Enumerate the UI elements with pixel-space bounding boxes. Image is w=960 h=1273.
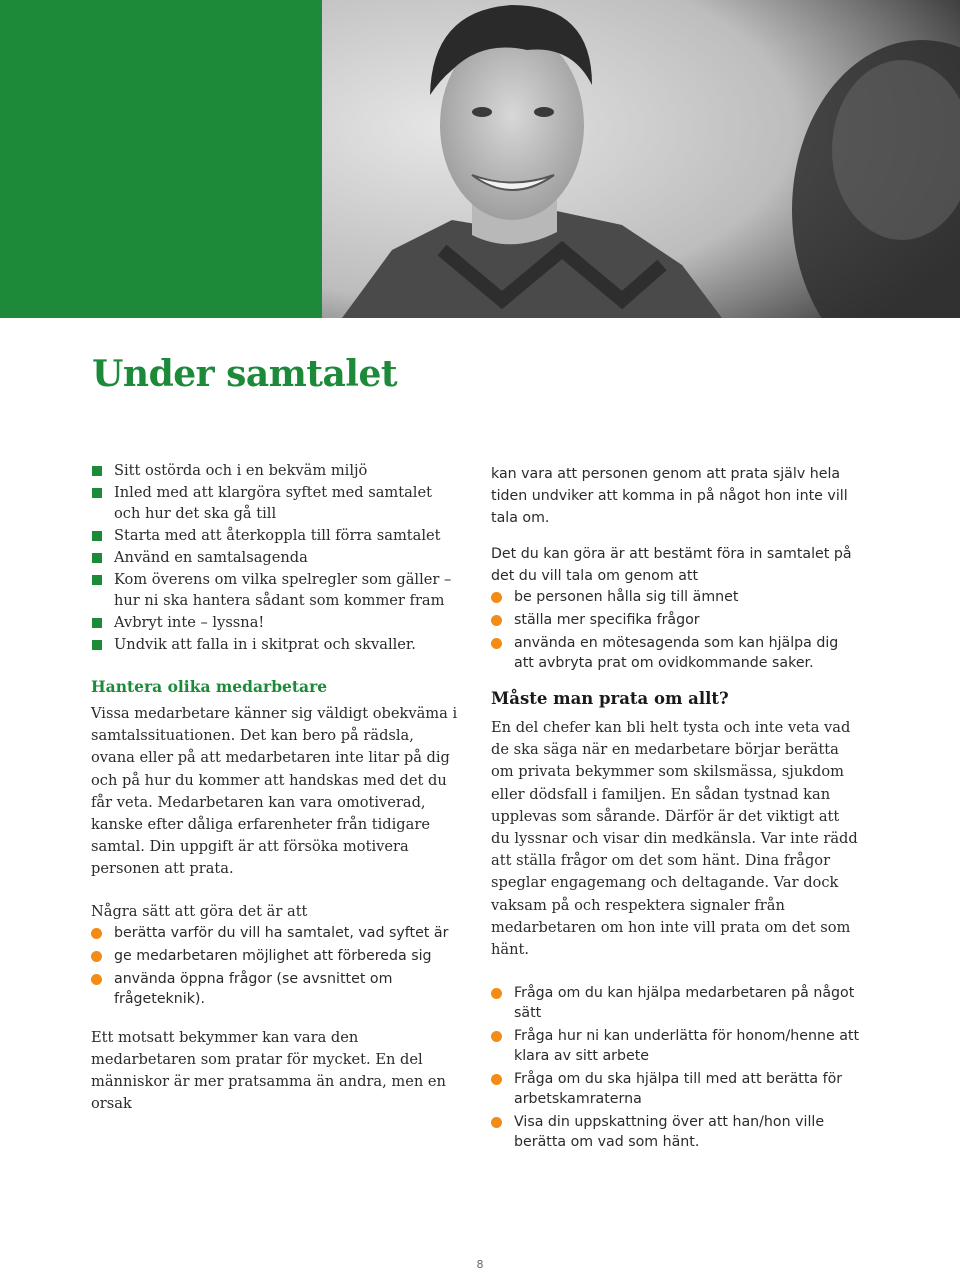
list-item: Använd en samtalsagenda [91, 547, 461, 568]
list-item: ge medarbetaren möjlighet att förbereda sig [91, 946, 461, 966]
page-number: 8 [476, 1258, 484, 1271]
list-item: Visa din uppskattning över att han/hon ville berätta om vad som hänt. [491, 1112, 861, 1152]
list-item: Undvik att falla in i skitprat och skvaller. [91, 634, 461, 655]
body-paragraph: Ett motsatt bekymmer kan vara den medarbetaren som pratar för mycket. En del människor är mer pratsamma än andra, men en orsak [91, 1028, 446, 1113]
questions-list [491, 983, 861, 1152]
list-item: Fråga hur ni kan underlätta för honom/henne att klara av sitt arbete [491, 1026, 861, 1066]
body-paragraph: kan vara att personen genom att prata själv hela tiden undviker att komma in på något hon inte vill tala om. [491, 466, 848, 526]
list-item: Starta med att återkoppla till förra samtalet [91, 525, 461, 546]
tips-intro: Det du kan göra är att bestämt föra in samtalet på det du vill tala om genom att [491, 546, 852, 584]
ways-intro: Några sätt att göra det är att [91, 902, 308, 920]
list-item: Inled med att klargöra syftet med samtalet och hur det ska gå till [91, 482, 461, 524]
list-item: Avbryt inte – lyssna! [91, 612, 461, 633]
list-item: Fråga om du ska hjälpa till med att berätta för arbetskamraterna [491, 1069, 861, 1109]
green-header-block [0, 0, 322, 318]
list-item: berätta varför du vill ha samtalet, vad syftet är [91, 923, 461, 943]
list-item: Fråga om du kan hjälpa medarbetaren på något sätt [491, 983, 861, 1023]
header-photo [322, 0, 960, 318]
list-item: be personen hålla sig till ämnet [491, 587, 861, 607]
body-paragraph: En del chefer kan bli helt tysta och inte veta vad de ska säga när en medarbetare börjar berätta om privata bekymmer som skilsmässa, sjukdom eller dödsfall i familjen. En sådan tystnad kan upplevas som sårande. Därför är det viktigt att du lyssnar och visar din medkänsla. Var inte rädd att ställa frågor om det som hänt. Dina frågor speglar engagemang och deltagande. Var dock vaksam på och respektera signaler från medarbetaren om hon inte vill prata om det som hänt. [491, 719, 858, 959]
list-item: använda en mötesagenda som kan hjälpa dig att avbryta prat om ovidkommande saker. [491, 633, 861, 673]
list-item: Sitt ostörda och i en bekväm miljö [91, 460, 461, 481]
tips-list [491, 587, 861, 673]
body-paragraph: Vissa medarbetare känner sig väldigt obekväma i samtalssituationen. Det kan bero på rädsla, ovana eller på att medarbetaren inte litar på dig och på hur du kommer att handskas med det du får veta. Medarbetaren kan vara omotiverad, kanske efter dåliga erfarenheter från tidigare samtal. Din uppgift är att försöka motivera personen att prata. [91, 705, 458, 878]
right-column [491, 463, 861, 1155]
list-item: ställa mer specifika frågor [491, 610, 861, 630]
checklist [91, 460, 461, 655]
section-heading: Hantera olika medarbetare [91, 677, 328, 696]
list-item: använda öppna frågor (se avsnittet om frågeteknik). [91, 969, 461, 1009]
list-item: Kom överens om vilka spelregler som gäller – hur ni ska hantera sådant som kommer fram [91, 569, 461, 611]
ways-list [91, 923, 461, 1009]
page-title: Under samtalet [92, 353, 397, 395]
left-column [91, 460, 461, 1116]
section-heading: Måste man prata om allt? [491, 689, 729, 708]
